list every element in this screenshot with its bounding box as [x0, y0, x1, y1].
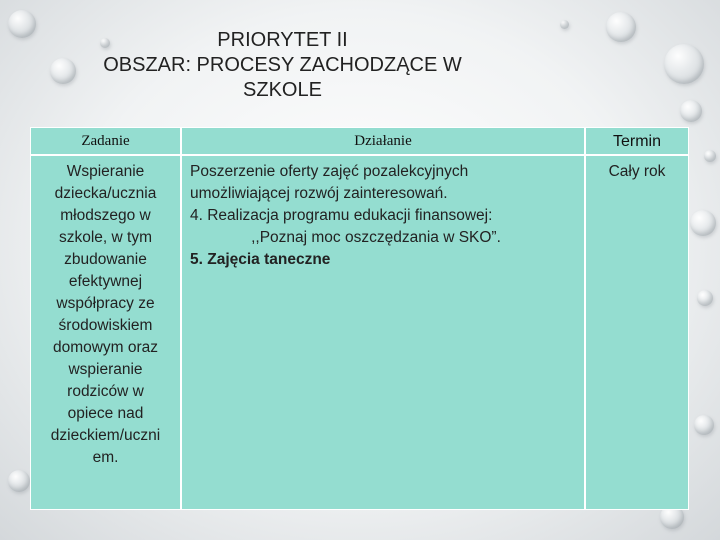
zadanie-line: zbudowanie — [64, 251, 147, 268]
water-drop-decoration — [664, 44, 704, 84]
task-table — [30, 127, 689, 510]
water-drop-decoration — [8, 470, 30, 492]
header-termin: Termin — [585, 127, 689, 156]
dzialanie-line: 4. Realizacja programu edukacji finansowej: — [190, 207, 493, 224]
zadanie-line: dziecka/ucznia — [54, 185, 157, 202]
zadanie-line: rodziców w — [67, 383, 144, 400]
dzialanie-line: Poszerzenie oferty zajęć pozalekcyjnych — [190, 163, 469, 180]
cell-zadanie — [30, 156, 181, 510]
zadanie-line: współpracy ze — [56, 295, 155, 312]
zadanie-text — [31, 156, 180, 469]
dzialanie-line: 5. Zajęcia taneczne — [190, 251, 331, 268]
zadanie-line: em. — [92, 449, 119, 466]
zadanie-line: opiece nad — [67, 405, 144, 422]
title-line: PRIORYTET II — [217, 29, 348, 51]
cell-dzialanie — [181, 156, 585, 510]
water-drop-decoration — [560, 20, 569, 29]
water-drop-decoration — [690, 210, 716, 236]
zadanie-line: szkole, w tym — [58, 229, 152, 246]
title-line: SZKOLE — [243, 79, 322, 101]
zadanie-line: młodszego w — [60, 207, 151, 224]
zadanie-line: środowiskiem — [58, 317, 153, 334]
zadanie-line: wspieranie — [68, 361, 143, 378]
water-drop-decoration — [704, 150, 716, 162]
termin-text: Cały rok — [608, 163, 666, 180]
dzialanie-text — [182, 156, 584, 271]
cell-termin — [585, 156, 689, 510]
zadanie-line: efektywnej — [68, 273, 143, 290]
zadanie-line: dzieckiem/uczni — [50, 427, 161, 444]
header-dzialanie: Działanie — [181, 127, 585, 156]
header-zadanie: Zadanie — [30, 127, 181, 156]
water-drop-decoration — [680, 100, 702, 122]
water-drop-decoration — [697, 290, 713, 306]
zadanie-line: Wspieranie — [66, 163, 145, 180]
water-drop-decoration — [694, 415, 714, 435]
dzialanie-line: ,,Poznaj moc oszczędzania w SKO”. — [251, 229, 501, 246]
dzialanie-line: umożliwiającej rozwój zainteresowań. — [190, 185, 448, 202]
page-title — [30, 28, 535, 103]
water-drop-decoration — [606, 12, 636, 42]
title-line: OBSZAR: PROCESY ZACHODZĄCE W — [103, 54, 462, 76]
zadanie-line: domowym oraz — [52, 339, 159, 356]
